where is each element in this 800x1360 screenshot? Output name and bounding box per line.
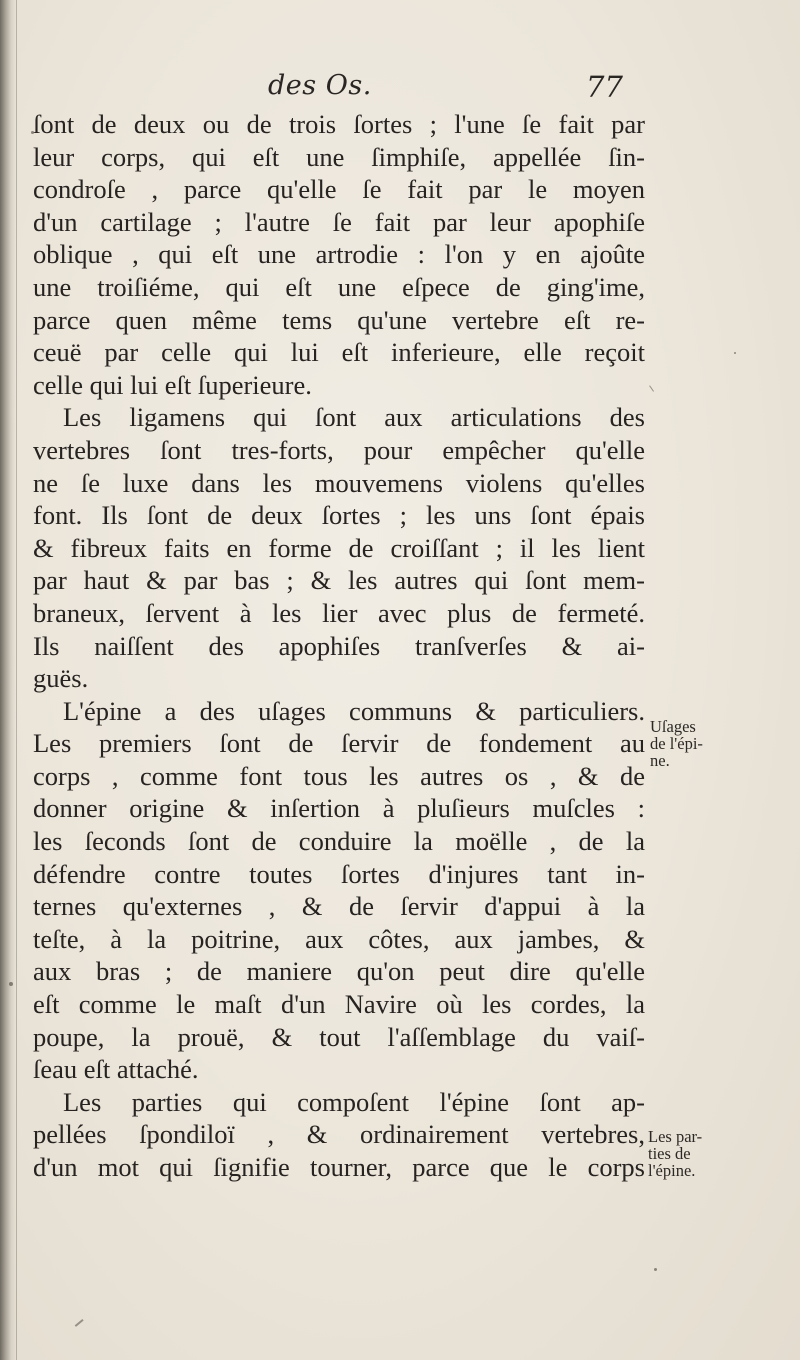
margin-note-parties [648, 1128, 702, 1179]
text-line: condroſe , parce qu'elle ſe fait par le moyen [33, 174, 645, 205]
margin-note-line: ne. [650, 751, 670, 770]
text-line: ceuë par celle qui lui eſt inferieure, elle reçoit [33, 337, 645, 368]
page-header [0, 70, 800, 110]
margin-note-line: Uſages [650, 717, 696, 736]
text-line: ternes qu'externes , & de ſervir d'appui à la [33, 891, 645, 922]
text-line: Les parties qui compoſent l'épine ſont ap- [63, 1086, 645, 1117]
text-line: oblique , qui eſt une artrodie : l'on y en ajoûte [33, 239, 645, 270]
body-text [33, 108, 645, 1184]
text-line: poupe, la prouë, & tout l'aſſemblage du vaiſ- [33, 1021, 645, 1052]
margin-note-line: l'épine. [648, 1161, 696, 1180]
stray-mark [75, 1319, 84, 1327]
text-line: parce quen même tems qu'une vertebre eſt re- [33, 304, 645, 335]
text-line: par haut & par bas ; & les autres qui ſont mem- [33, 565, 645, 596]
margin-note-line: Les par- [648, 1127, 703, 1146]
text-line: L'épine a des uſages communs & particuliers. [63, 695, 645, 726]
text-line: les ſeconds ſont de conduire la moëlle , de la [33, 826, 645, 857]
page-number: 77 [586, 70, 623, 104]
stray-mark [649, 385, 654, 391]
text-line: guës. [33, 663, 89, 694]
text-line: d'un cartilage ; l'autre ſe fait par leur apophiſe [33, 206, 645, 237]
text-line: leur corps, qui eſt une ſimphiſe, appellée ſin- [33, 141, 645, 172]
margin-note-line: ties de [648, 1144, 691, 1163]
text-line: défendre contre toutes ſortes d'injures tant in- [33, 858, 645, 889]
text-line: donner origine & inſertion à pluſieurs muſcles : [33, 793, 645, 824]
text-line: teſte, à la poitrine, aux côtes, aux jambes, & [33, 923, 645, 954]
page-gutter-shadow [0, 0, 16, 1360]
text-line: pellées ſpondiloï , & ordinairement vertebres, [33, 1119, 645, 1150]
text-line: corps , comme font tous les autres os , & de [33, 760, 645, 791]
text-line: aux bras ; de maniere qu'on peut dire qu'elle [33, 956, 645, 987]
margin-note-usages [650, 718, 703, 769]
running-head: des Os. [268, 70, 372, 101]
text-line: eſt comme le maſt d'un Navire où les cordes, la [33, 989, 645, 1020]
text-line: Les ligamens qui ſont aux articulations des [63, 402, 645, 433]
text-line: une troiſiéme, qui eſt une eſpece de ging'ime, [33, 271, 645, 302]
text-line: d'un mot qui ſignifie tourner, parce que le corps [33, 1152, 645, 1182]
text-line: Ils naiſſent des apophiſes tranſverſes & ai- [33, 630, 645, 661]
text-line: & fibreux faits en forme de croiſſant ; il les lient [33, 532, 645, 563]
text-line: ſeau eſt attaché. [33, 1054, 199, 1085]
text-line: vertebres ſont tres-forts, pour empêcher qu'elle [33, 434, 645, 465]
gutter-edge [16, 0, 17, 1360]
text-line: braneux, ſervent à les lier avec plus de fermeté. [33, 597, 645, 628]
text-line: celle qui lui eſt ſuperieure. [33, 369, 312, 400]
ink-spot [9, 982, 13, 986]
ink-spot [654, 1268, 657, 1271]
margin-note-line: de l'épi- [650, 734, 703, 753]
ink-spot [734, 352, 736, 354]
text-line: ſont de deux ou de trois ſortes ; l'une ſe fait par [33, 109, 645, 139]
text-line: font. Ils ſont de deux ſortes ; les uns ſont épais [33, 500, 645, 531]
text-line: Les premiers ſont de ſervir de fondement au [33, 728, 645, 759]
text-line: ne ſe luxe dans les mouvemens violens qu'elles [33, 467, 645, 498]
